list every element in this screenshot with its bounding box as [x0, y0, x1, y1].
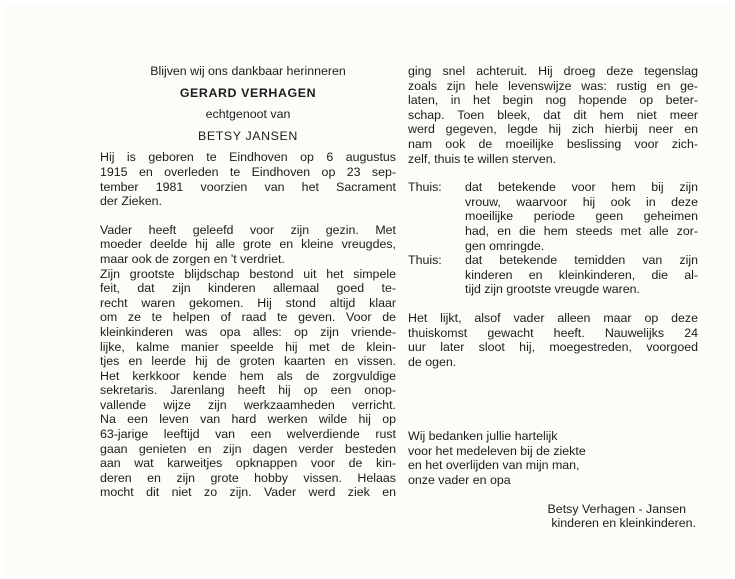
- homecoming-paragraph: [408, 311, 698, 369]
- text-line: zelf, thuis te willen sterven.: [408, 151, 557, 166]
- text-line: Vader heeft geleefd voor zijn gezin. Met: [100, 222, 396, 237]
- text-line: thuiskomst gewacht heeft. Nauwelijks 24: [408, 325, 698, 340]
- text-line: moeder deelde hij alle grote en kleine vreugdes,: [100, 237, 396, 252]
- text-line: nam ook de moeilijke beslissing voor zich-: [408, 136, 698, 151]
- thuis-label: Thuis:: [408, 253, 442, 268]
- spouse-name: BETSY JANSEN: [198, 128, 298, 143]
- text-line: gen omringde.: [465, 238, 545, 253]
- text-line: dat betekende voor hem bij zijn: [465, 180, 698, 195]
- text-line: moeilijke periode geen geheimen: [465, 209, 698, 224]
- text-line: schap. Toen bleek, dat dit hem niet meer: [408, 107, 698, 122]
- text-line: werd gegeven, legde hij zich hierbij neer en: [408, 122, 698, 137]
- text-line: 1915 en overleden te Eindhoven op 23 sep-: [100, 164, 396, 179]
- text-line: feit, dat zijn kinderen allemaal goed te-: [100, 281, 396, 296]
- text-line: zoals zijn hele levenswijze was: rustig en ge-: [408, 78, 698, 93]
- text-line: deren en zijn grote hobby vissen. Helaas: [100, 470, 396, 485]
- right-column: [408, 64, 698, 531]
- text-line: lijke, kalme manier speelde hij met de klein-: [100, 339, 396, 354]
- text-line: voor het medeleven bij de ziekte: [408, 443, 586, 458]
- text-line: tijd zijn grootste vreugde waren.: [465, 282, 640, 297]
- signature-name: Betsy Verhagen - Jansen: [547, 501, 686, 516]
- text-line: Wij bedanken jullie hartelijk: [408, 429, 558, 444]
- text-line: maar ook de zorgen en 't verdriet.: [100, 251, 285, 266]
- text-line: recht waren gekomen. Hij stond altijd klaar: [100, 295, 396, 310]
- text-line: vrouw, waarvoor hij ook in deze: [465, 194, 698, 209]
- text-line: der Zieken.: [100, 194, 162, 209]
- text-line: ging snel achteruit. Hij droeg deze tegenslag: [408, 64, 698, 78]
- thuis-block-spouse: [408, 180, 698, 253]
- text-line: laten, in het begin nog hopende op beter-: [408, 93, 698, 108]
- text-line: gaan genieten en zijn dagen verder besteden: [100, 441, 396, 456]
- illness-paragraph: [408, 64, 698, 166]
- birth-death-paragraph: [100, 150, 396, 208]
- thuis-block-children: [408, 253, 698, 297]
- text-line: mocht dit niet zo zijn. Vader werd ziek en: [100, 485, 396, 500]
- deceased-name: GERARD VERHAGEN: [179, 85, 317, 100]
- thanks-block: [408, 429, 698, 487]
- text-line: tember 1981 voorzien van het Sacrament: [100, 179, 396, 194]
- text-line: 63-jarige leeftijd van een welverdiende rust: [100, 427, 396, 442]
- text-line: had, en die hem steeds met alle zor-: [465, 223, 698, 238]
- text-line: vallende wijze zijn werkzaamheden verricht.: [100, 397, 396, 412]
- signature-family: kinderen en kleinkinderen.: [551, 516, 696, 531]
- text-line: de ogen.: [408, 354, 457, 369]
- text-line: uur later sloot hij, moegestreden, voorgoed: [408, 340, 698, 355]
- text-line: Het lijkt, alsof vader alleen maar op deze: [408, 310, 698, 325]
- text-line: onze vader en opa: [408, 473, 511, 488]
- text-line: Na een leven van hard werken wilde hij op: [100, 412, 396, 427]
- relation-line: echtgenoot van: [205, 107, 291, 122]
- family-paragraph: [100, 223, 396, 267]
- text-line: Hij is geboren te Eindhoven op 6 augustus: [100, 150, 396, 165]
- text-line: aan wat karweitjes opknappen voor de kin-: [100, 456, 396, 471]
- text-line: kinderen en kleinkinderen, die al-: [465, 267, 698, 282]
- text-line: Zijn grootste blijdschap bestond uit het simpele: [100, 266, 396, 281]
- text-line: dat betekende temidden van zijn: [465, 253, 698, 268]
- text-line: sekretaris. Jarenlang heeft hij op een onop-: [100, 383, 396, 398]
- thuis-label: Thuis:: [408, 180, 442, 195]
- text-line: Het kerkkoor kende hem als de zorgvuldige: [100, 368, 396, 383]
- text-line: tjes en leerde hij de groten kaarten en vissen.: [100, 354, 396, 369]
- intro-line: Blijven wij ons dankbaar herinneren: [150, 64, 346, 78]
- signature-block: [408, 502, 698, 531]
- left-column: [100, 64, 396, 500]
- memorial-card: [4, 4, 731, 575]
- life-paragraph: [100, 267, 396, 501]
- text-line: kleinkinderen was opa alles: op zijn vriende-: [100, 324, 396, 339]
- text-line: en het overlijden van mijn man,: [408, 458, 580, 473]
- text-line: om ze te helpen of raad te geven. Voor de: [100, 310, 396, 325]
